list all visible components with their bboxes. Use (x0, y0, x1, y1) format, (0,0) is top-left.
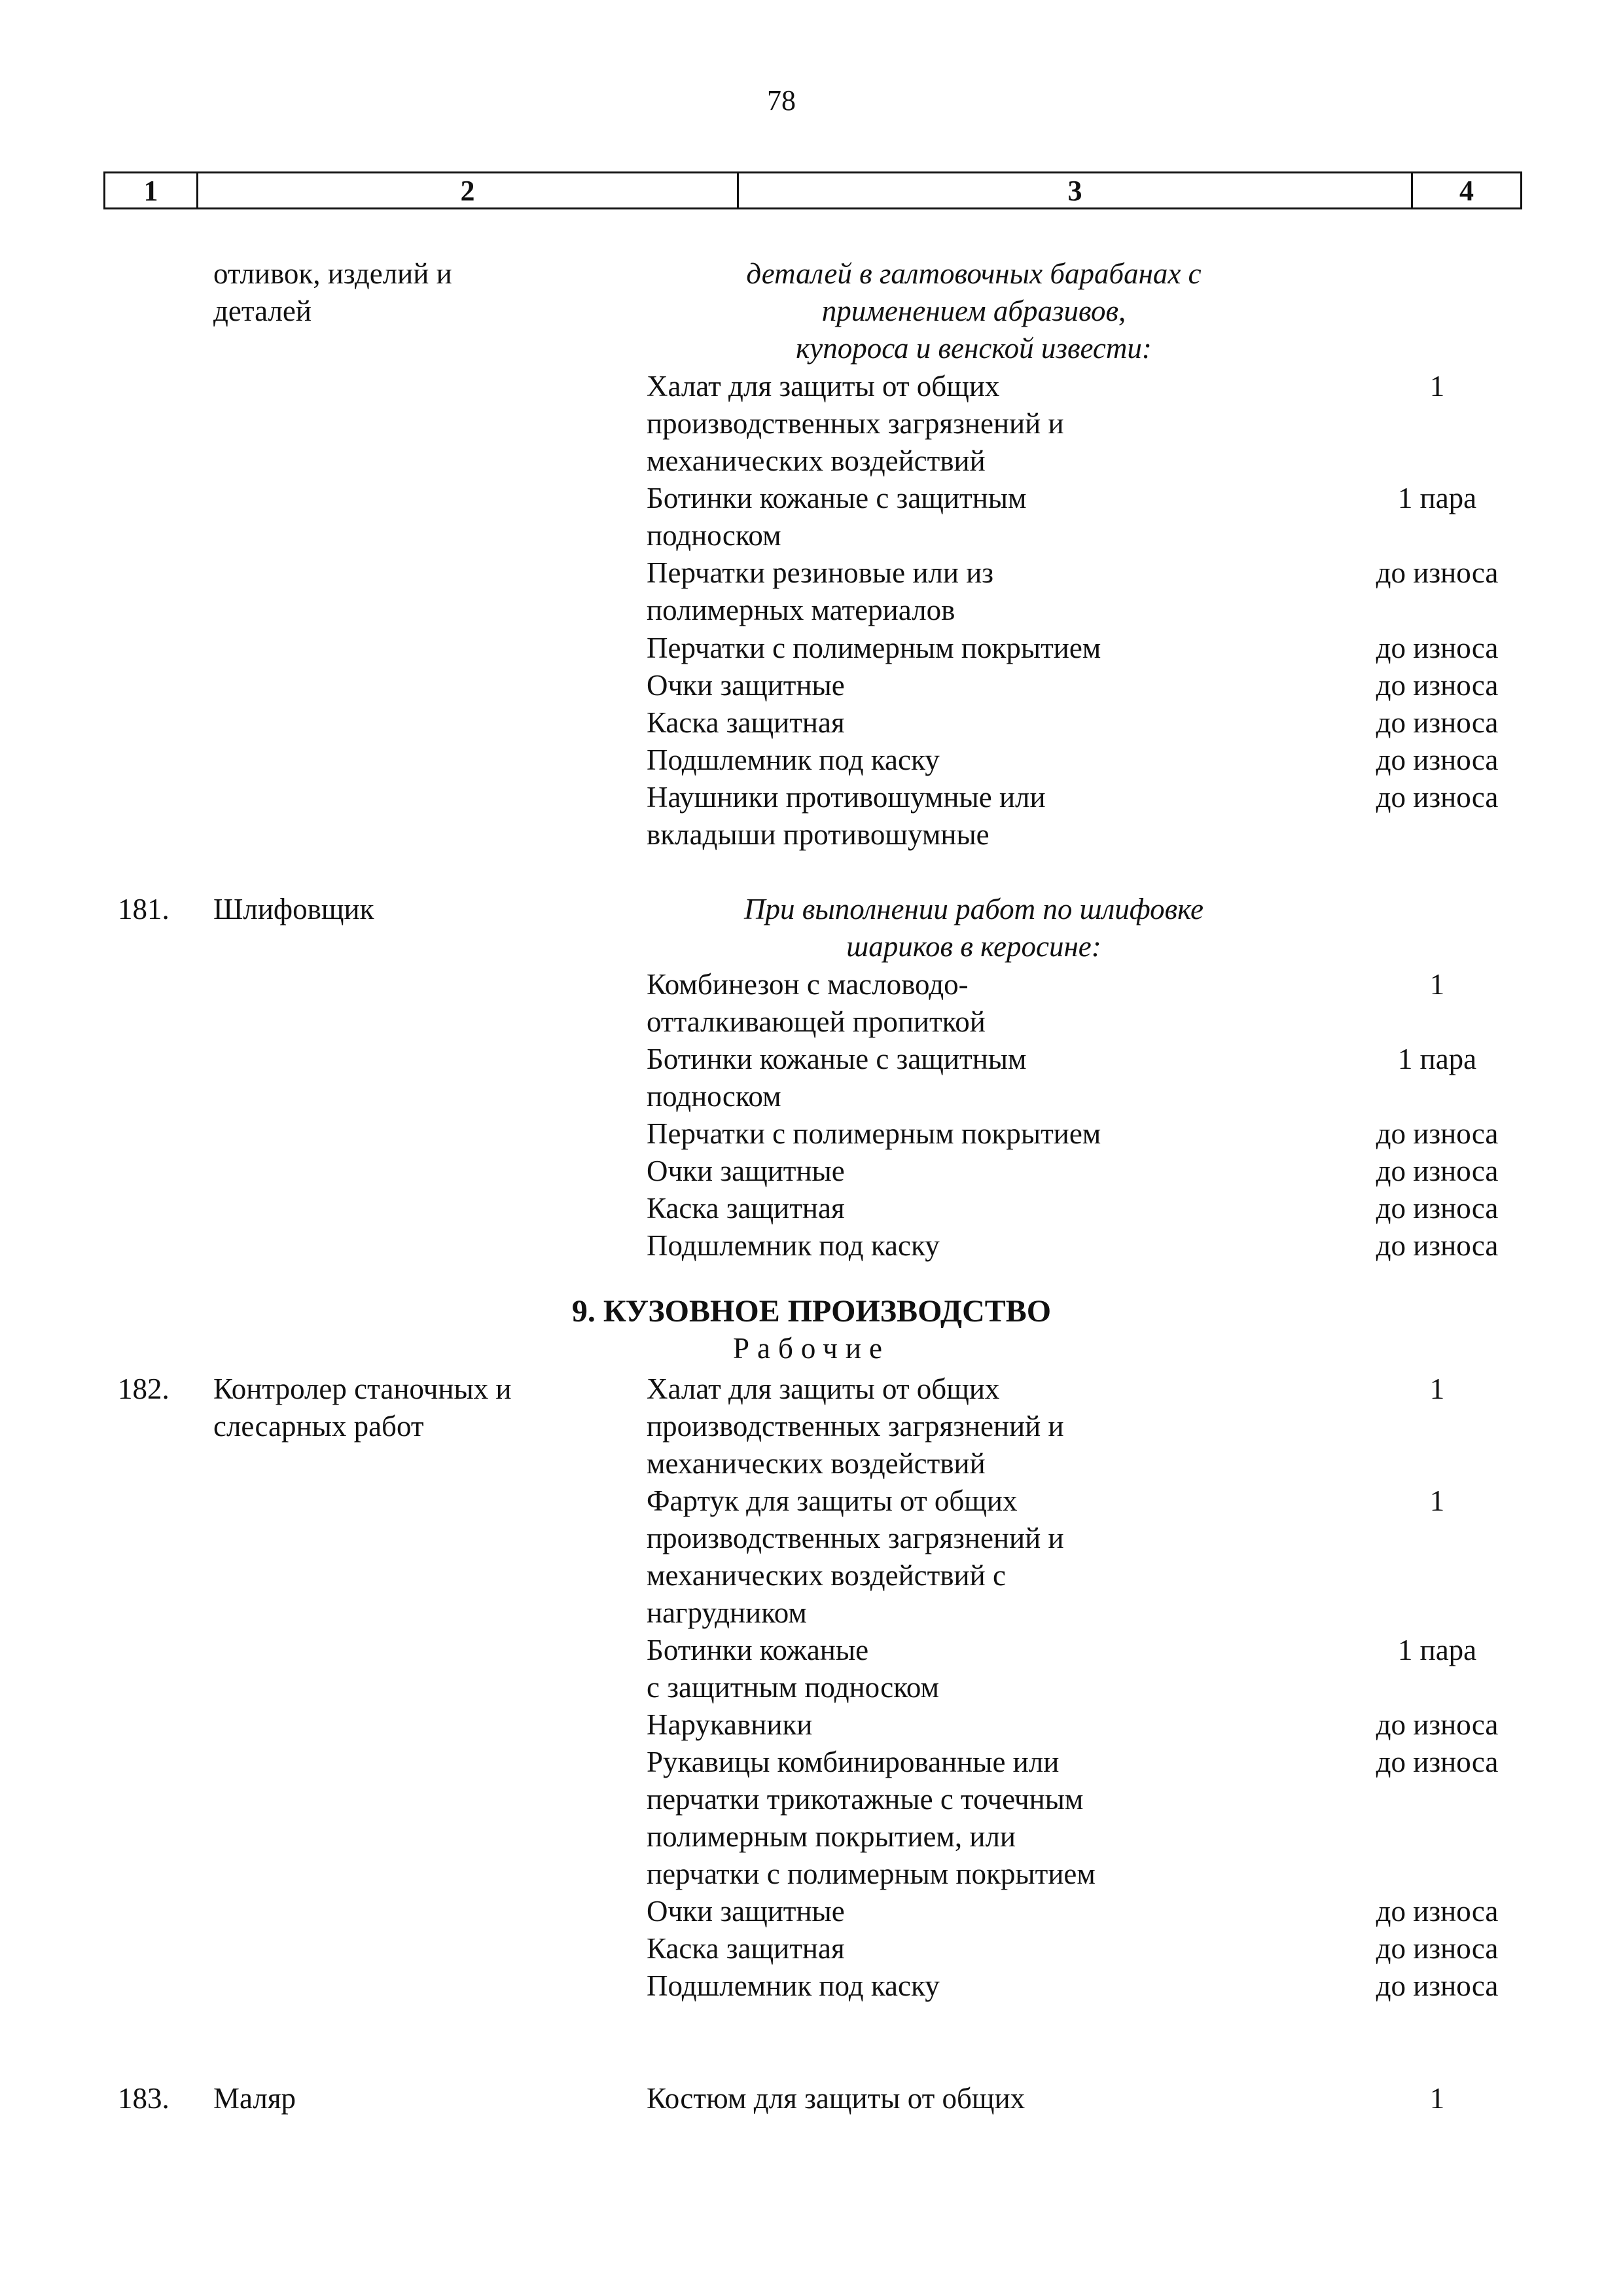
entry-number: 181. (118, 893, 169, 925)
entry-number: 183. (118, 2082, 169, 2115)
section-subtitle: Рабочие (733, 1332, 890, 1365)
item-quantity: до износа (1376, 632, 1499, 664)
section-title: 9. КУЗОВНОЕ ПРОИЗВОДСТВО (571, 1294, 1052, 1329)
item-text: подноском (647, 1080, 781, 1113)
item-quantity: до износа (1376, 1932, 1499, 1965)
item-quantity: до износа (1376, 744, 1499, 776)
item-quantity: до износа (1376, 781, 1499, 814)
table-header (103, 171, 1522, 209)
item-quantity: 1 пара (1397, 1634, 1477, 1666)
item-text: Ботинки кожаные с защитным (647, 482, 1027, 514)
item-quantity: 1 (1429, 968, 1445, 1001)
item-text: Костюм для защиты от общих (647, 2082, 1026, 2115)
condition-cont-line-1: деталей в галтовочных барабанах с (746, 257, 1202, 290)
entry-number: 182. (118, 1372, 169, 1405)
item-text: механических воздействий с (647, 1559, 1006, 1592)
item-text: отталкивающей пропиткой (647, 1005, 986, 1038)
item-text: вкладыши противошумные (647, 818, 990, 851)
item-quantity: до износа (1376, 1895, 1499, 1928)
condition-line: При выполнении работ по шлифовке (743, 893, 1204, 925)
item-quantity: 1 (1429, 370, 1445, 403)
item-quantity: 1 (1429, 1484, 1445, 1517)
item-quantity: до износа (1376, 706, 1499, 739)
item-quantity: до износа (1376, 669, 1499, 702)
item-text: Очки защитные (647, 1895, 845, 1928)
table-header-col-4: 4 (1459, 174, 1474, 207)
item-text: Очки защитные (647, 1155, 845, 1187)
item-text: механических воздействий (647, 1447, 986, 1480)
item-quantity: до износа (1376, 1229, 1499, 1262)
condition-cont-line-2: применением абразивов, (821, 295, 1126, 327)
item-text: механических воздействий (647, 444, 986, 477)
item-text: Подшлемник под каску (647, 1229, 940, 1262)
profession-line: Контролер станочных и (213, 1372, 512, 1405)
profession-cont-line-2: деталей (213, 295, 312, 327)
item-text: полимерных материалов (647, 594, 955, 626)
item-text: Перчатки с полимерным покрытием (647, 632, 1101, 664)
item-quantity: до износа (1376, 1155, 1499, 1187)
item-quantity: 1 пара (1397, 482, 1477, 514)
item-text: производственных загрязнений и (647, 407, 1064, 440)
item-quantity: 1 пара (1397, 1043, 1477, 1075)
item-text: подноском (647, 519, 781, 552)
profession-name: Шлифовщик (213, 893, 374, 925)
profession-name: Маляр (213, 2082, 296, 2115)
item-text: Каска защитная (647, 1192, 845, 1225)
item-text: Каска защитная (647, 1932, 845, 1965)
item-text: Ботинки кожаные с защитным (647, 1043, 1027, 1075)
item-text: полимерным покрытием, или (647, 1820, 1016, 1853)
item-text: перчатки трикотажные с точечным (647, 1783, 1084, 1816)
item-text: перчатки с полимерным покрытием (647, 1857, 1096, 1890)
item-text: Комбинезон с масловодо- (647, 968, 969, 1001)
item-text: Подшлемник под каску (647, 1969, 940, 2002)
item-quantity: до износа (1376, 556, 1499, 589)
item-text: с защитным подноском (647, 1671, 939, 1704)
item-quantity: до износа (1376, 1708, 1499, 1741)
item-text: Халат для защиты от общих (647, 1372, 1000, 1405)
item-text: Ботинки кожаные (647, 1634, 869, 1666)
profession-cont-line-1: отливок, изделий и (213, 257, 452, 290)
item-quantity: до износа (1376, 1746, 1499, 1778)
table-header-col-1: 1 (105, 173, 198, 207)
item-quantity: 1 (1429, 2082, 1445, 2115)
profession-line: слесарных работ (213, 1410, 424, 1443)
item-text: Фартук для защиты от общих (647, 1484, 1018, 1517)
item-text: Наушники противошумные или (647, 781, 1046, 814)
item-quantity: 1 (1429, 1372, 1445, 1405)
item-text: Перчатки резиновые или из (647, 556, 994, 589)
item-quantity: до износа (1376, 1192, 1499, 1225)
condition-cont-line-3: купороса и венской извести: (796, 332, 1152, 365)
item-text: производственных загрязнений и (647, 1410, 1064, 1443)
table-header-col-2: 2 (198, 173, 739, 207)
item-text: Халат для защиты от общих (647, 370, 1000, 403)
item-text: Нарукавники (647, 1708, 813, 1741)
item-text: Подшлемник под каску (647, 744, 940, 776)
item-text: производственных загрязнений и (647, 1522, 1064, 1554)
item-quantity: до износа (1376, 1969, 1499, 2002)
item-text: нагрудником (647, 1596, 807, 1629)
table-header-col-3: 3 (739, 173, 1413, 207)
page-number: 78 (767, 84, 796, 117)
item-text: Очки защитные (647, 669, 845, 702)
condition-line: шариков в керосине: (846, 930, 1101, 963)
item-quantity: до износа (1376, 1117, 1499, 1150)
item-text: Перчатки с полимерным покрытием (647, 1117, 1101, 1150)
item-text: Каска защитная (647, 706, 845, 739)
item-text: Рукавицы комбинированные или (647, 1746, 1060, 1778)
